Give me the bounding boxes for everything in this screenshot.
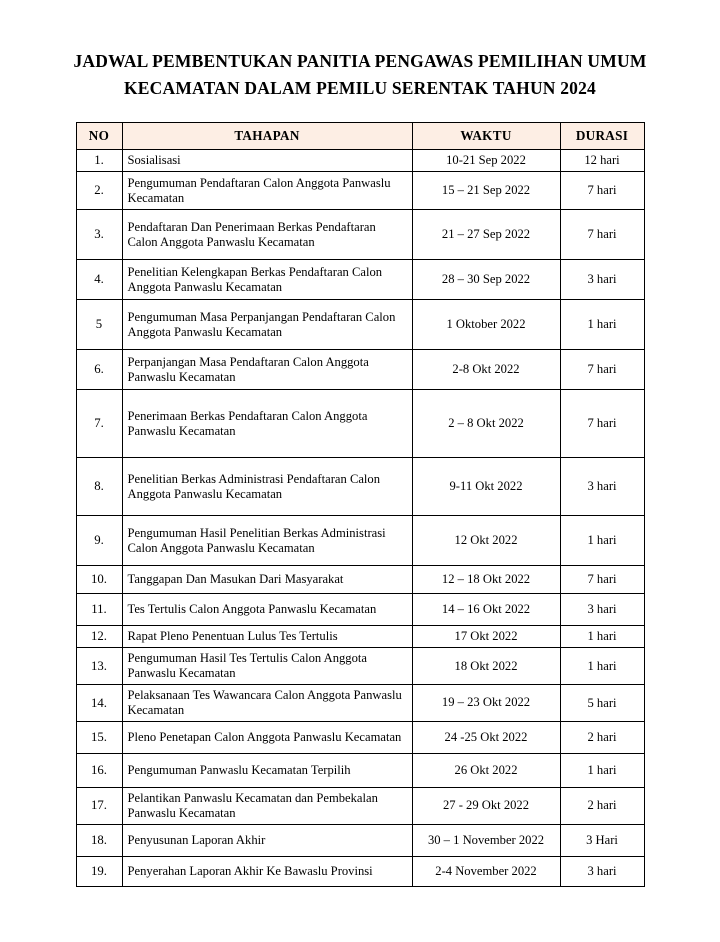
row-time: 30 – 1 November 2022 — [412, 824, 560, 856]
row-duration: 3 hari — [560, 856, 644, 886]
row-number: 16. — [76, 753, 122, 787]
row-number: 19. — [76, 856, 122, 886]
row-number: 3. — [76, 210, 122, 260]
row-duration: 7 hari — [560, 566, 644, 594]
row-number: 7. — [76, 390, 122, 458]
row-time: 19 – 23 Okt 2022 — [412, 685, 560, 722]
row-duration: 1 hari — [560, 626, 644, 648]
row-stage: Pelantikan Panwaslu Kecamatan dan Pembekalan Panwaslu Kecamatan — [122, 787, 412, 824]
row-time: 15 – 21 Sep 2022 — [412, 172, 560, 210]
row-stage: Pelaksanaan Tes Wawancara Calon Anggota Panwaslu Kecamatan — [122, 685, 412, 722]
row-number: 15. — [76, 721, 122, 753]
row-duration: 1 hari — [560, 648, 644, 685]
row-duration: 2 hari — [560, 721, 644, 753]
row-duration: 7 hari — [560, 350, 644, 390]
row-duration: 2 hari — [560, 787, 644, 824]
row-time: 2-4 November 2022 — [412, 856, 560, 886]
row-duration: 3 hari — [560, 260, 644, 300]
row-stage: Penerimaan Berkas Pendaftaran Calon Anggota Panwaslu Kecamatan — [122, 390, 412, 458]
row-time: 9-11 Okt 2022 — [412, 458, 560, 516]
table-row — [76, 824, 644, 856]
row-stage: Pengumuman Pendaftaran Calon Anggota Panwaslu Kecamatan — [122, 172, 412, 210]
row-stage: Penelitian Berkas Administrasi Pendaftaran Calon Anggota Panwaslu Kecamatan — [122, 458, 412, 516]
row-number: 12. — [76, 626, 122, 648]
row-time: 17 Okt 2022 — [412, 626, 560, 648]
row-time: 21 – 27 Sep 2022 — [412, 210, 560, 260]
table-row — [76, 150, 644, 172]
table-row — [76, 300, 644, 350]
row-number: 18. — [76, 824, 122, 856]
row-stage: Pengumuman Masa Perpanjangan Pendaftaran Calon Anggota Panwaslu Kecamatan — [122, 300, 412, 350]
table-row — [76, 516, 644, 566]
table-body — [76, 150, 644, 886]
row-duration: 3 hari — [560, 458, 644, 516]
row-number: 9. — [76, 516, 122, 566]
table-row — [76, 390, 644, 458]
row-duration: 1 hari — [560, 300, 644, 350]
row-duration: 3 Hari — [560, 824, 644, 856]
row-number: 8. — [76, 458, 122, 516]
table-row — [76, 626, 644, 648]
row-duration: 7 hari — [560, 172, 644, 210]
row-number: 11. — [76, 594, 122, 626]
row-time: 10-21 Sep 2022 — [412, 150, 560, 172]
row-number: 10. — [76, 566, 122, 594]
page-title-line-2: KECAMATAN DALAM PEMILU SERENTAK TAHUN 2024 — [123, 78, 596, 99]
row-time: 14 – 16 Okt 2022 — [412, 594, 560, 626]
row-duration: 1 hari — [560, 753, 644, 787]
row-time: 27 - 29 Okt 2022 — [412, 787, 560, 824]
table-row — [76, 648, 644, 685]
table-row — [76, 350, 644, 390]
table-row — [76, 566, 644, 594]
row-time: 12 – 18 Okt 2022 — [412, 566, 560, 594]
row-duration: 5 hari — [560, 685, 644, 722]
table-row — [76, 685, 644, 722]
row-stage: Rapat Pleno Penentuan Lulus Tes Tertulis — [122, 626, 412, 648]
schedule-table — [76, 122, 645, 886]
row-number: 13. — [76, 648, 122, 685]
table-row — [76, 594, 644, 626]
table-row — [76, 260, 644, 300]
row-time: 26 Okt 2022 — [412, 753, 560, 787]
schedule-table-container — [46, 122, 674, 886]
table-row — [76, 721, 644, 753]
column-header-waktu: WAKTU — [412, 123, 560, 150]
row-stage: Penelitian Kelengkapan Berkas Pendaftaran Calon Anggota Panwaslu Kecamatan — [122, 260, 412, 300]
table-row — [76, 753, 644, 787]
page-title-line-1: JADWAL PEMBENTUKAN PANITIA PENGAWAS PEMILIHAN UMUM — [73, 51, 647, 71]
row-time: 2 – 8 Okt 2022 — [412, 390, 560, 458]
row-duration: 12 hari — [560, 150, 644, 172]
row-time: 24 -25 Okt 2022 — [412, 721, 560, 753]
page-title — [46, 48, 674, 102]
row-stage: Pendaftaran Dan Penerimaan Berkas Pendaftaran Calon Anggota Panwaslu Kecamatan — [122, 210, 412, 260]
row-duration: 7 hari — [560, 390, 644, 458]
column-header-durasi: DURASI — [560, 123, 644, 150]
row-time: 12 Okt 2022 — [412, 516, 560, 566]
row-number: 1. — [76, 150, 122, 172]
row-number: 17. — [76, 787, 122, 824]
row-time: 1 Oktober 2022 — [412, 300, 560, 350]
row-stage: Pengumuman Hasil Penelitian Berkas Administrasi Calon Anggota Panwaslu Kecamatan — [122, 516, 412, 566]
row-number: 5 — [76, 300, 122, 350]
row-stage: Perpanjangan Masa Pendaftaran Calon Anggota Panwaslu Kecamatan — [122, 350, 412, 390]
table-row — [76, 856, 644, 886]
column-header-no: NO — [76, 123, 122, 150]
row-stage: Penyerahan Laporan Akhir Ke Bawaslu Provinsi — [122, 856, 412, 886]
row-duration: 1 hari — [560, 516, 644, 566]
table-row — [76, 787, 644, 824]
row-stage: Pengumuman Panwaslu Kecamatan Terpilih — [122, 753, 412, 787]
row-stage: Penyusunan Laporan Akhir — [122, 824, 412, 856]
row-time: 28 – 30 Sep 2022 — [412, 260, 560, 300]
row-duration: 7 hari — [560, 210, 644, 260]
row-time: 18 Okt 2022 — [412, 648, 560, 685]
row-stage: Sosialisasi — [122, 150, 412, 172]
row-stage: Pleno Penetapan Calon Anggota Panwaslu Kecamatan — [122, 721, 412, 753]
table-header-row — [76, 123, 644, 150]
row-stage: Pengumuman Hasil Tes Tertulis Calon Anggota Panwaslu Kecamatan — [122, 648, 412, 685]
table-header — [76, 123, 644, 150]
column-header-tahapan: TAHAPAN — [122, 123, 412, 150]
table-row — [76, 458, 644, 516]
row-duration: 3 hari — [560, 594, 644, 626]
row-stage: Tes Tertulis Calon Anggota Panwaslu Kecamatan — [122, 594, 412, 626]
row-number: 4. — [76, 260, 122, 300]
table-row — [76, 210, 644, 260]
row-stage: Tanggapan Dan Masukan Dari Masyarakat — [122, 566, 412, 594]
table-row — [76, 172, 644, 210]
row-number: 2. — [76, 172, 122, 210]
row-number: 6. — [76, 350, 122, 390]
row-number: 14. — [76, 685, 122, 722]
row-time: 2-8 Okt 2022 — [412, 350, 560, 390]
